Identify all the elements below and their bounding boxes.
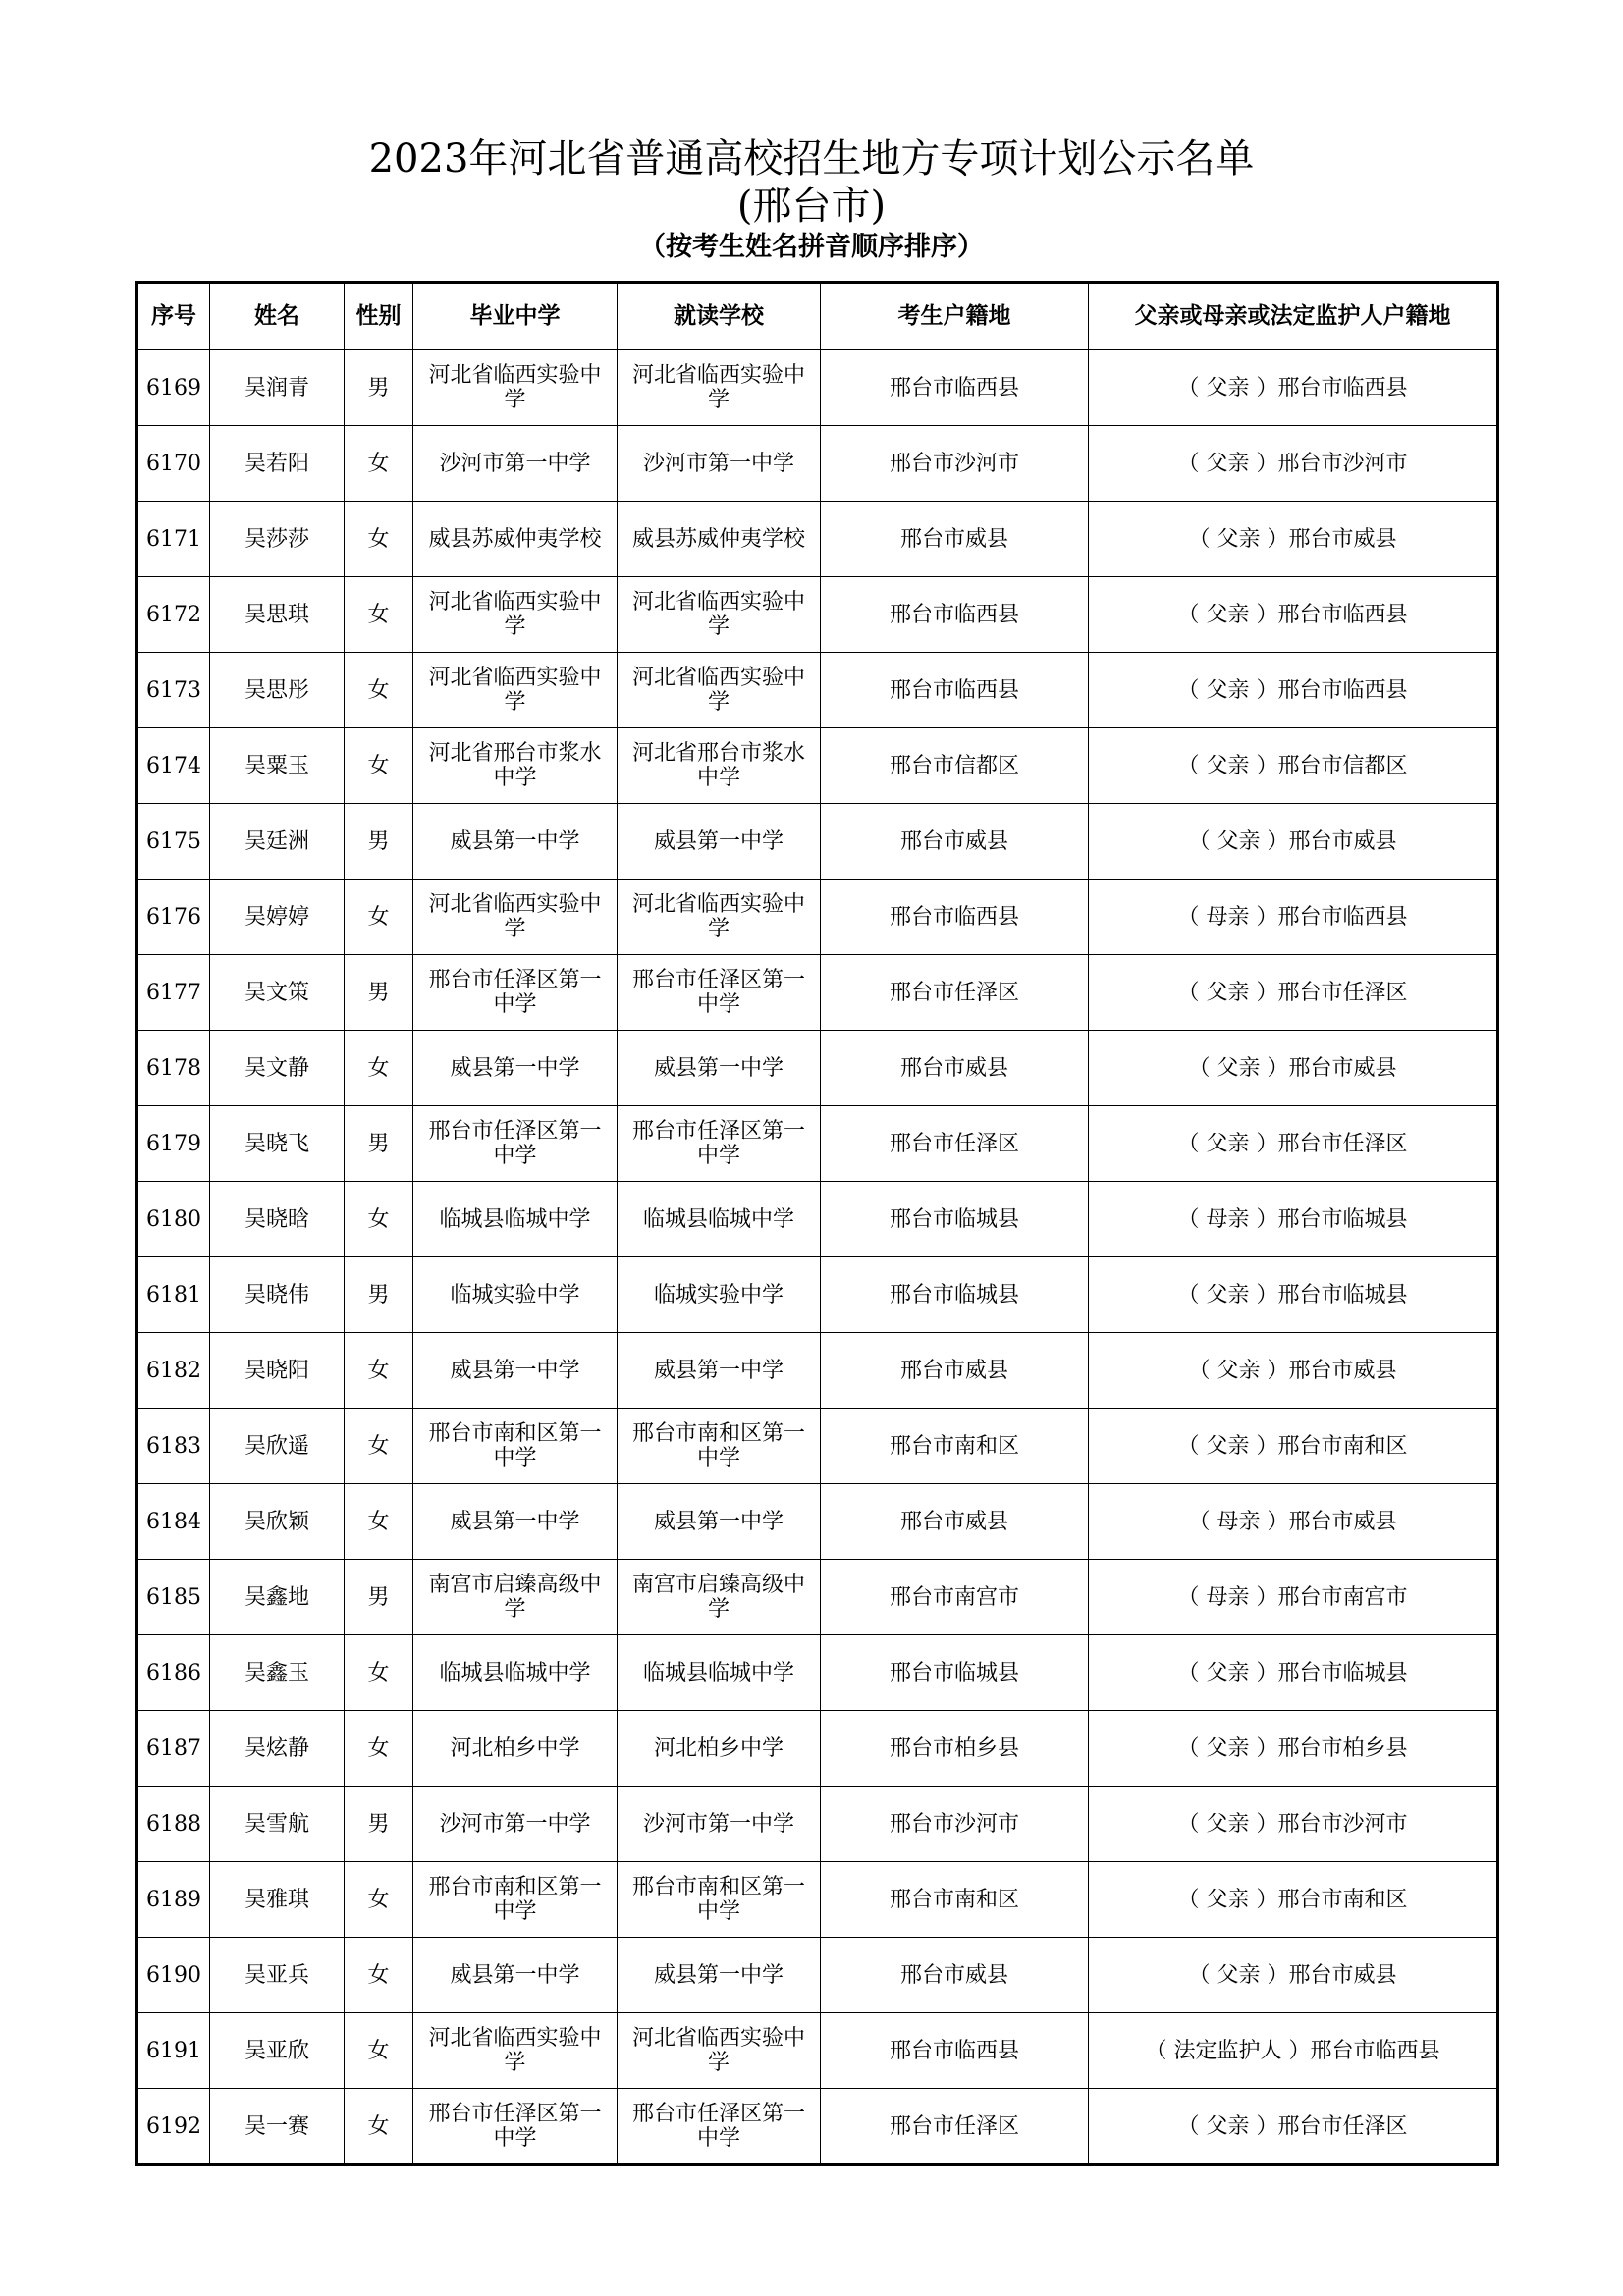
cell-gender: 女 [345, 1182, 413, 1257]
cell-graduated-school: 河北省临西实验中学 [413, 880, 618, 955]
cell-guardian-household: （ 父亲 ）邢台市威县 [1089, 804, 1498, 880]
cell-graduated-school: 威县苏威仲夷学校 [413, 502, 618, 577]
cell-household: 邢台市威县 [821, 502, 1089, 577]
cell-gender: 女 [345, 426, 413, 502]
cell-name: 吴晓晗 [210, 1182, 345, 1257]
cell-seq: 6183 [137, 1409, 210, 1484]
table-row [137, 1031, 1498, 1106]
cell-guardian-household: （ 父亲 ）邢台市威县 [1089, 502, 1498, 577]
table-header-row [137, 283, 1498, 350]
cell-graduated-school: 临城实验中学 [413, 1257, 618, 1333]
cell-name: 吴晓伟 [210, 1257, 345, 1333]
table-row [137, 577, 1498, 653]
cell-graduated-school: 河北省临西实验中学 [413, 350, 618, 426]
cell-graduated-school: 河北省邢台市浆水中学 [413, 728, 618, 804]
table-row [137, 1862, 1498, 1938]
cell-guardian-household: （ 母亲 ）邢台市临西县 [1089, 880, 1498, 955]
cell-seq: 6191 [137, 2013, 210, 2089]
table-row [137, 1484, 1498, 1560]
table-row [137, 2013, 1498, 2089]
document-title: 2023年河北省普通高校招生地方专项计划公示名单 [368, 136, 1255, 182]
cell-gender: 女 [345, 1031, 413, 1106]
cell-graduated-school: 威县第一中学 [413, 1484, 618, 1560]
cell-household: 邢台市威县 [821, 1938, 1089, 2013]
header-guardian-household: 父亲或母亲或法定监护人户籍地 [1089, 283, 1498, 350]
cell-guardian-household: （ 母亲 ）邢台市威县 [1089, 1484, 1498, 1560]
cell-seq: 6184 [137, 1484, 210, 1560]
cell-current-school: 南宫市启臻高级中学 [618, 1560, 821, 1635]
cell-guardian-household: （ 父亲 ）邢台市信都区 [1089, 728, 1498, 804]
table-row [137, 653, 1498, 728]
cell-guardian-household: （ 母亲 ）邢台市临城县 [1089, 1182, 1498, 1257]
cell-household: 邢台市任泽区 [821, 955, 1089, 1031]
table-row [137, 728, 1498, 804]
cell-graduated-school: 沙河市第一中学 [413, 426, 618, 502]
cell-current-school: 邢台市南和区第一中学 [618, 1409, 821, 1484]
cell-guardian-household: （ 父亲 ）邢台市沙河市 [1089, 1787, 1498, 1862]
cell-name: 吴文策 [210, 955, 345, 1031]
cell-current-school: 沙河市第一中学 [618, 1787, 821, 1862]
cell-name: 吴晓飞 [210, 1106, 345, 1182]
cell-household: 邢台市沙河市 [821, 426, 1089, 502]
cell-graduated-school: 邢台市任泽区第一中学 [413, 955, 618, 1031]
sort-note: （按考生姓名拼音顺序排序） [639, 232, 984, 262]
header-current-school: 就读学校 [618, 283, 821, 350]
cell-name: 吴欣遥 [210, 1409, 345, 1484]
cell-seq: 6177 [137, 955, 210, 1031]
document-subtitle: (邢台市) [736, 184, 887, 229]
cell-name: 吴炫静 [210, 1711, 345, 1787]
table-row [137, 1257, 1498, 1333]
cell-name: 吴鑫玉 [210, 1635, 345, 1711]
cell-current-school: 河北柏乡中学 [618, 1711, 821, 1787]
cell-name: 吴雅琪 [210, 1862, 345, 1938]
roster-table [135, 281, 1499, 2166]
cell-seq: 6192 [137, 2089, 210, 2165]
cell-household: 邢台市临西县 [821, 653, 1089, 728]
cell-name: 吴莎莎 [210, 502, 345, 577]
cell-current-school: 威县第一中学 [618, 804, 821, 880]
cell-seq: 6169 [137, 350, 210, 426]
table-row [137, 1560, 1498, 1635]
cell-name: 吴思琪 [210, 577, 345, 653]
cell-seq: 6179 [137, 1106, 210, 1182]
cell-household: 邢台市信都区 [821, 728, 1089, 804]
cell-name: 吴亚欣 [210, 2013, 345, 2089]
cell-gender: 女 [345, 1635, 413, 1711]
cell-seq: 6187 [137, 1711, 210, 1787]
cell-guardian-household: （ 父亲 ）邢台市南和区 [1089, 1862, 1498, 1938]
cell-graduated-school: 威县第一中学 [413, 1333, 618, 1409]
cell-current-school: 邢台市任泽区第一中学 [618, 2089, 821, 2165]
cell-gender: 女 [345, 1938, 413, 2013]
header-seq: 序号 [137, 283, 210, 350]
cell-current-school: 临城县临城中学 [618, 1182, 821, 1257]
cell-gender: 女 [345, 1484, 413, 1560]
cell-current-school: 河北省临西实验中学 [618, 350, 821, 426]
cell-graduated-school: 邢台市任泽区第一中学 [413, 1106, 618, 1182]
cell-guardian-household: （ 父亲 ）邢台市威县 [1089, 1333, 1498, 1409]
table-row [137, 1333, 1498, 1409]
cell-name: 吴亚兵 [210, 1938, 345, 2013]
table-row [137, 1787, 1498, 1862]
cell-current-school: 河北省临西实验中学 [618, 880, 821, 955]
cell-gender: 女 [345, 880, 413, 955]
cell-seq: 6176 [137, 880, 210, 955]
cell-graduated-school: 邢台市任泽区第一中学 [413, 2089, 618, 2165]
cell-guardian-household: （ 法定监护人 ）邢台市临西县 [1089, 2013, 1498, 2089]
cell-household: 邢台市威县 [821, 1333, 1089, 1409]
cell-gender: 男 [345, 1106, 413, 1182]
cell-guardian-household: （ 父亲 ）邢台市沙河市 [1089, 426, 1498, 502]
cell-gender: 女 [345, 1711, 413, 1787]
cell-guardian-household: （ 父亲 ）邢台市柏乡县 [1089, 1711, 1498, 1787]
cell-gender: 男 [345, 350, 413, 426]
cell-name: 吴粟玉 [210, 728, 345, 804]
cell-current-school: 邢台市任泽区第一中学 [618, 955, 821, 1031]
cell-current-school: 威县第一中学 [618, 1031, 821, 1106]
cell-household: 邢台市临西县 [821, 880, 1089, 955]
cell-seq: 6175 [137, 804, 210, 880]
cell-guardian-household: （ 父亲 ）邢台市南和区 [1089, 1409, 1498, 1484]
cell-seq: 6189 [137, 1862, 210, 1938]
cell-gender: 女 [345, 2089, 413, 2165]
cell-gender: 男 [345, 1257, 413, 1333]
table-row [137, 350, 1498, 426]
cell-name: 吴晓阳 [210, 1333, 345, 1409]
cell-household: 邢台市威县 [821, 804, 1089, 880]
cell-name: 吴思彤 [210, 653, 345, 728]
cell-seq: 6181 [137, 1257, 210, 1333]
header-gender: 性别 [345, 283, 413, 350]
cell-household: 邢台市临西县 [821, 350, 1089, 426]
cell-household: 邢台市南和区 [821, 1862, 1089, 1938]
cell-household: 邢台市临城县 [821, 1257, 1089, 1333]
cell-graduated-school: 威县第一中学 [413, 1938, 618, 2013]
cell-graduated-school: 威县第一中学 [413, 1031, 618, 1106]
cell-seq: 6185 [137, 1560, 210, 1635]
cell-current-school: 临城县临城中学 [618, 1635, 821, 1711]
cell-seq: 6182 [137, 1333, 210, 1409]
cell-guardian-household: （ 父亲 ）邢台市临城县 [1089, 1635, 1498, 1711]
cell-seq: 6170 [137, 426, 210, 502]
cell-gender: 男 [345, 955, 413, 1031]
cell-gender: 女 [345, 653, 413, 728]
cell-household: 邢台市临城县 [821, 1182, 1089, 1257]
cell-name: 吴欣颖 [210, 1484, 345, 1560]
cell-name: 吴廷洲 [210, 804, 345, 880]
cell-graduated-school: 临城县临城中学 [413, 1182, 618, 1257]
table-row [137, 955, 1498, 1031]
cell-seq: 6173 [137, 653, 210, 728]
header-household: 考生户籍地 [821, 283, 1089, 350]
cell-graduated-school: 邢台市南和区第一中学 [413, 1862, 618, 1938]
cell-name: 吴鑫地 [210, 1560, 345, 1635]
cell-name: 吴文静 [210, 1031, 345, 1106]
cell-household: 邢台市任泽区 [821, 1106, 1089, 1182]
cell-name: 吴润青 [210, 350, 345, 426]
cell-guardian-household: （ 父亲 ）邢台市临西县 [1089, 350, 1498, 426]
header-graduated-school: 毕业中学 [413, 283, 618, 350]
table-row [137, 1182, 1498, 1257]
table-row [137, 1635, 1498, 1711]
table-row [137, 1409, 1498, 1484]
cell-current-school: 沙河市第一中学 [618, 426, 821, 502]
cell-gender: 女 [345, 502, 413, 577]
cell-current-school: 邢台市任泽区第一中学 [618, 1106, 821, 1182]
cell-name: 吴婷婷 [210, 880, 345, 955]
cell-household: 邢台市南宫市 [821, 1560, 1089, 1635]
cell-graduated-school: 邢台市南和区第一中学 [413, 1409, 618, 1484]
cell-graduated-school: 河北省临西实验中学 [413, 653, 618, 728]
cell-name: 吴一赛 [210, 2089, 345, 2165]
cell-guardian-household: （ 父亲 ）邢台市威县 [1089, 1031, 1498, 1106]
cell-current-school: 河北省临西实验中学 [618, 2013, 821, 2089]
table-row [137, 502, 1498, 577]
cell-guardian-household: （ 父亲 ）邢台市临城县 [1089, 1257, 1498, 1333]
cell-graduated-school: 河北柏乡中学 [413, 1711, 618, 1787]
cell-current-school: 河北省邢台市浆水中学 [618, 728, 821, 804]
cell-household: 邢台市临西县 [821, 577, 1089, 653]
cell-graduated-school: 河北省临西实验中学 [413, 577, 618, 653]
cell-seq: 6180 [137, 1182, 210, 1257]
cell-seq: 6188 [137, 1787, 210, 1862]
cell-graduated-school: 临城县临城中学 [413, 1635, 618, 1711]
table-row [137, 1938, 1498, 2013]
cell-gender: 男 [345, 804, 413, 880]
cell-household: 邢台市柏乡县 [821, 1711, 1089, 1787]
cell-graduated-school: 沙河市第一中学 [413, 1787, 618, 1862]
cell-household: 邢台市沙河市 [821, 1787, 1089, 1862]
header-name: 姓名 [210, 283, 345, 350]
cell-guardian-household: （ 父亲 ）邢台市威县 [1089, 1938, 1498, 2013]
cell-household: 邢台市威县 [821, 1484, 1089, 1560]
cell-current-school: 威县第一中学 [618, 1484, 821, 1560]
cell-household: 邢台市南和区 [821, 1409, 1089, 1484]
cell-current-school: 邢台市南和区第一中学 [618, 1862, 821, 1938]
table-row [137, 804, 1498, 880]
cell-household: 邢台市威县 [821, 1031, 1089, 1106]
cell-gender: 女 [345, 577, 413, 653]
cell-current-school: 临城实验中学 [618, 1257, 821, 1333]
cell-household: 邢台市临西县 [821, 2013, 1089, 2089]
cell-current-school: 河北省临西实验中学 [618, 653, 821, 728]
cell-graduated-school: 威县第一中学 [413, 804, 618, 880]
cell-household: 邢台市任泽区 [821, 2089, 1089, 2165]
cell-guardian-household: （ 母亲 ）邢台市南宫市 [1089, 1560, 1498, 1635]
table-row [137, 1711, 1498, 1787]
cell-guardian-household: （ 父亲 ）邢台市任泽区 [1089, 955, 1498, 1031]
cell-seq: 6171 [137, 502, 210, 577]
table-row [137, 1106, 1498, 1182]
cell-guardian-household: （ 父亲 ）邢台市临西县 [1089, 577, 1498, 653]
cell-guardian-household: （ 父亲 ）邢台市任泽区 [1089, 2089, 1498, 2165]
cell-gender: 女 [345, 1862, 413, 1938]
cell-guardian-household: （ 父亲 ）邢台市任泽区 [1089, 1106, 1498, 1182]
cell-seq: 6172 [137, 577, 210, 653]
table-row [137, 426, 1498, 502]
table-row [137, 2089, 1498, 2165]
cell-gender: 女 [345, 1333, 413, 1409]
cell-graduated-school: 南宫市启臻高级中学 [413, 1560, 618, 1635]
cell-seq: 6178 [137, 1031, 210, 1106]
cell-name: 吴雪航 [210, 1787, 345, 1862]
cell-current-school: 威县第一中学 [618, 1938, 821, 2013]
cell-gender: 男 [345, 1560, 413, 1635]
cell-seq: 6174 [137, 728, 210, 804]
table-row [137, 880, 1498, 955]
cell-name: 吴若阳 [210, 426, 345, 502]
cell-seq: 6190 [137, 1938, 210, 2013]
cell-current-school: 威县苏威仲夷学校 [618, 502, 821, 577]
cell-current-school: 威县第一中学 [618, 1333, 821, 1409]
cell-seq: 6186 [137, 1635, 210, 1711]
cell-graduated-school: 河北省临西实验中学 [413, 2013, 618, 2089]
cell-guardian-household: （ 父亲 ）邢台市临西县 [1089, 653, 1498, 728]
cell-gender: 女 [345, 728, 413, 804]
cell-gender: 女 [345, 2013, 413, 2089]
cell-household: 邢台市临城县 [821, 1635, 1089, 1711]
cell-gender: 男 [345, 1787, 413, 1862]
cell-gender: 女 [345, 1409, 413, 1484]
cell-current-school: 河北省临西实验中学 [618, 577, 821, 653]
